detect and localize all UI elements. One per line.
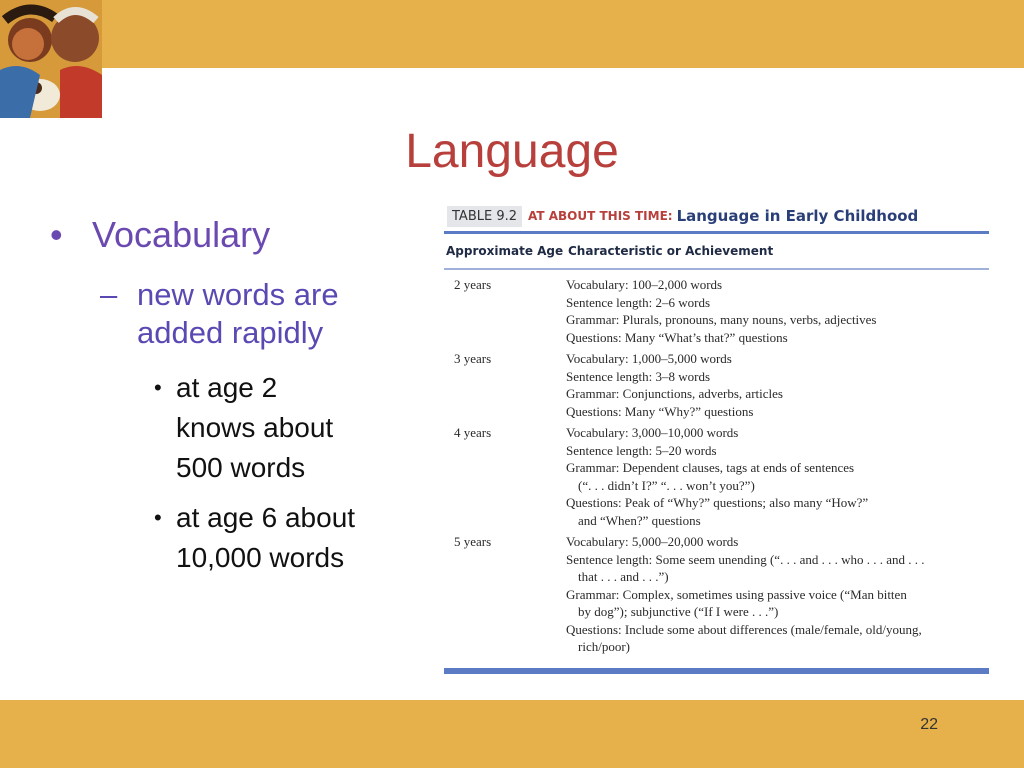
table-cell-line: Grammar: Conjunctions, adverbs, articles — [566, 386, 783, 401]
table-caption — [444, 204, 989, 228]
bullet-dot-icon: • — [154, 505, 162, 530]
table-cell-line: Vocabulary: 100–2,000 words — [566, 277, 723, 292]
dash-icon: – — [100, 277, 118, 312]
table-bottom-rule — [444, 668, 989, 674]
table-cell-age: 3 years — [454, 351, 492, 366]
table-cell-line: Vocabulary: 1,000–5,000 words — [566, 351, 732, 366]
table-number: TABLE 9.2 — [447, 206, 522, 227]
sub-bullet-line: new words are — [137, 277, 339, 312]
table-cell-line: Questions: Many “What’s that?” questions — [566, 329, 788, 345]
table-cell-line: that . . . and . . .”) — [578, 569, 669, 584]
table-row — [444, 276, 989, 346]
table-cell-line: Sentence length: Some seem unending (“. . . and . . . who . . . and . . . — [566, 551, 925, 567]
sub-sub-bullet-age-2 — [154, 368, 410, 488]
table-cell-line: Sentence length: 5–20 words — [566, 442, 717, 458]
column-header-age: Approximate Age — [446, 244, 564, 258]
table-cell-age: 4 years — [454, 425, 492, 440]
bullet-dot-icon: • — [50, 214, 63, 255]
sub-bullet-new-words — [100, 276, 410, 352]
table-row — [444, 533, 989, 656]
slide-title: Language — [405, 125, 619, 178]
table-cell-line: Questions: Include some about differences (male/female, old/young, — [566, 621, 922, 637]
table-header-row — [444, 234, 989, 268]
bullet-line: knows about — [176, 412, 334, 443]
sub-sub-bullet-age-6 — [154, 498, 410, 578]
table-cell-line: by dog”); subjunctive (“If I were . . .”) — [578, 604, 779, 619]
table-cell-characteristics — [566, 424, 989, 529]
bullet-dot-icon: • — [154, 375, 162, 400]
table-cell-line: Questions: Peak of “Why?” questions; also many “How?” — [566, 495, 869, 510]
bullet-line: at age 2 — [176, 372, 278, 403]
table-at-label: AT ABOUT THIS TIME: — [528, 209, 673, 223]
table-row — [444, 350, 989, 420]
bullet-list — [50, 214, 410, 578]
slide-number: 22 — [920, 716, 938, 733]
table-cell-age: 2 years — [454, 277, 492, 292]
illustration-logo — [0, 0, 102, 118]
bullet-vocabulary — [50, 214, 410, 256]
table-cell-line: Grammar: Dependent clauses, tags at ends of sentences — [566, 460, 855, 475]
table-cell-line: Questions: Many “Why?” questions — [566, 403, 754, 419]
table-cell-age: 5 years — [454, 534, 492, 549]
table-cell-line: Grammar: Complex, sometimes using passive voice (“Man bitten — [566, 586, 907, 602]
bullet-line: at age 6 about — [176, 502, 356, 533]
bullet-line: 500 words — [176, 452, 306, 483]
language-table — [444, 204, 989, 674]
table-row — [444, 424, 989, 529]
table-title: Language in Early Childhood — [676, 207, 919, 225]
table-cell-line: Vocabulary: 5,000–20,000 words — [566, 534, 739, 549]
bottom-band — [0, 700, 1024, 768]
top-band — [0, 0, 1024, 68]
bullet-line: 10,000 words — [176, 542, 345, 573]
table-cell-line: rich/poor) — [578, 639, 630, 654]
table-body — [444, 270, 989, 656]
table-cell-line: Grammar: Plurals, pronouns, many nouns, verbs, adjectives — [566, 312, 877, 327]
table-cell-line: (“. . . didn’t I?” “. . . won’t you?”) — [578, 477, 755, 493]
table-cell-line: and “When?” questions — [578, 512, 701, 528]
table-cell-characteristics — [566, 350, 989, 420]
table-cell-characteristics — [566, 276, 989, 346]
table-cell-line: Sentence length: 2–6 words — [566, 294, 711, 310]
bullet-text: Vocabulary — [92, 214, 271, 255]
table-cell-line: Sentence length: 3–8 words — [566, 368, 711, 384]
table-cell-line: Vocabulary: 3,000–10,000 words — [566, 425, 739, 440]
table-cell-characteristics — [566, 533, 989, 656]
sub-bullet-line: added rapidly — [137, 315, 324, 350]
column-header-characteristic: Characteristic or Achievement — [568, 244, 774, 258]
